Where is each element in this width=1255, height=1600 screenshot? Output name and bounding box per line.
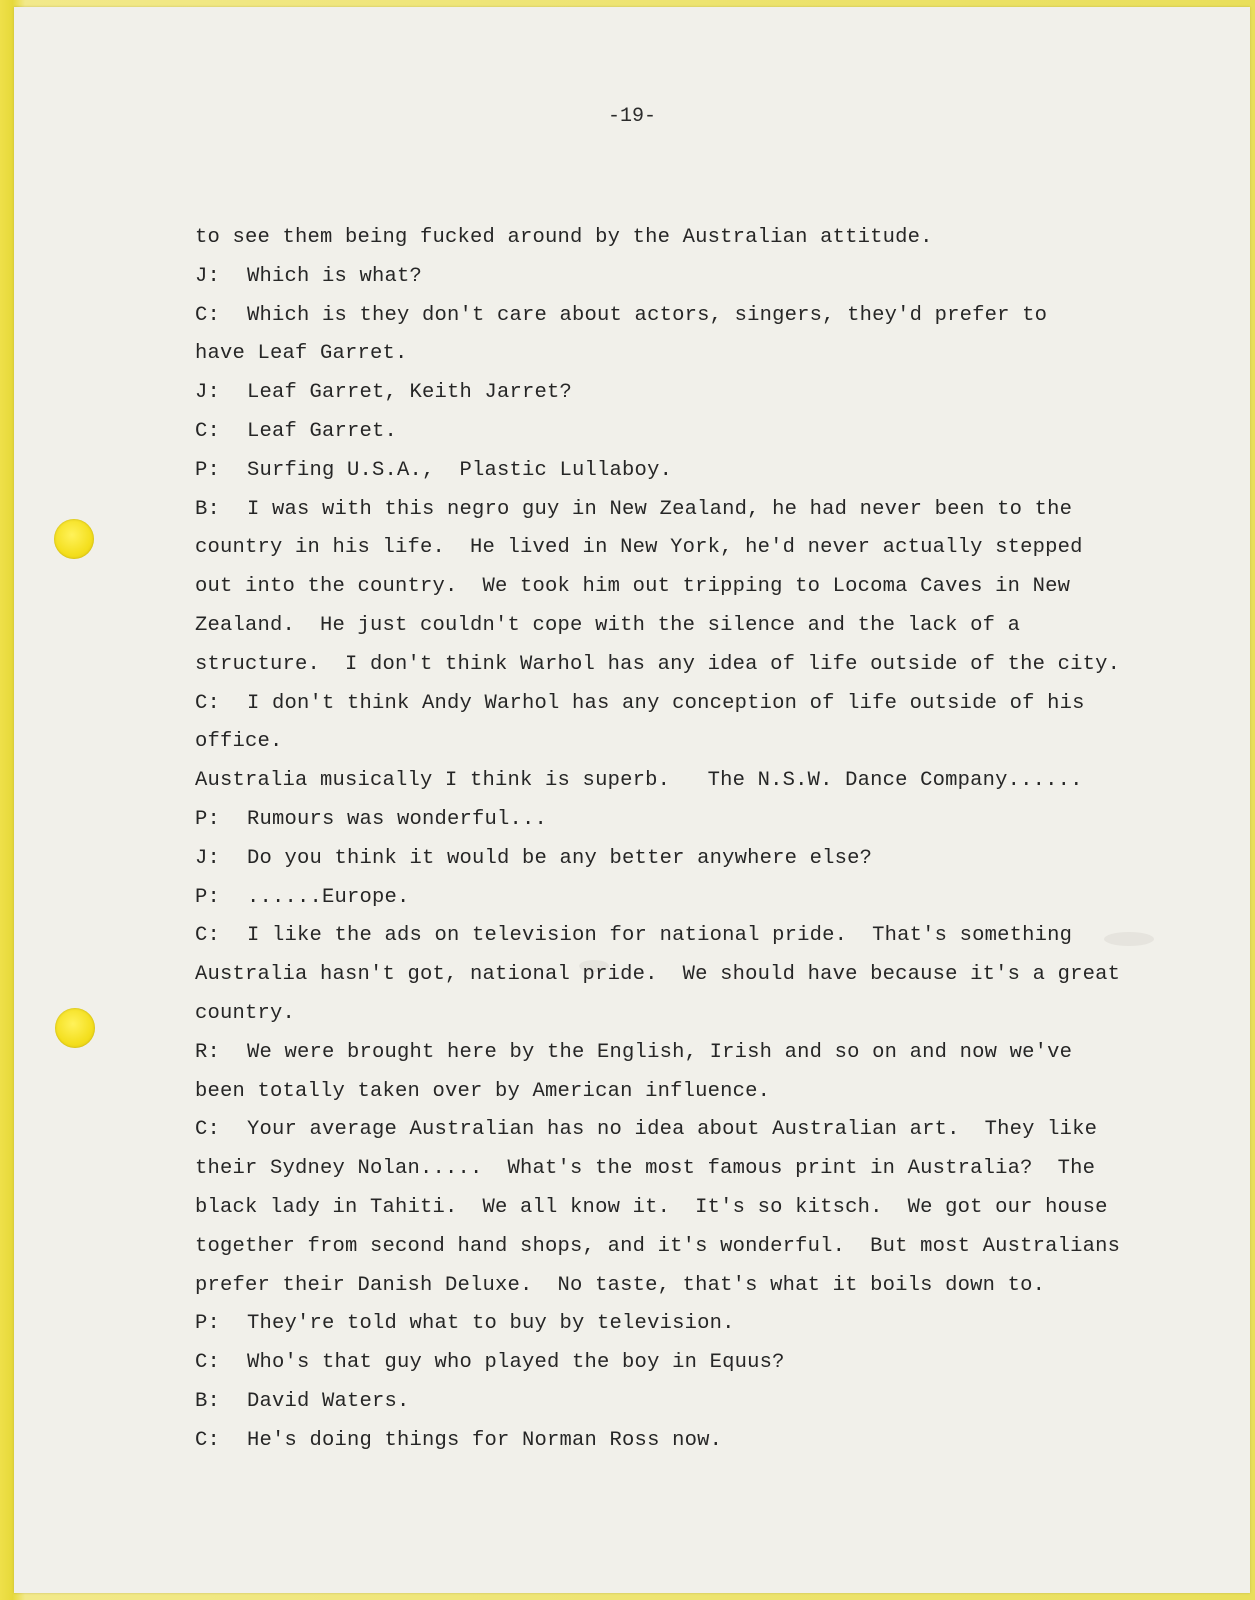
- line-text: Leaf Garret.: [247, 419, 398, 443]
- speaker-label: C:: [195, 1118, 221, 1142]
- line-text: black lady in Tahiti. We all know it. It's so kitsch. We got our house: [195, 1195, 1108, 1219]
- transcript-line: [195, 607, 1175, 646]
- speaker-label: R:: [195, 1040, 221, 1064]
- transcript-line: [195, 1344, 1175, 1383]
- line-text: Do you think it would be any better anywhere else?: [247, 846, 873, 870]
- transcript-line: [195, 1422, 1175, 1461]
- transcript-line: [195, 685, 1175, 724]
- line-text: been totally taken over by American influence.: [195, 1079, 771, 1103]
- transcript-line: [195, 568, 1175, 607]
- speaker-label: C:: [195, 691, 221, 715]
- transcript-line: [195, 1383, 1175, 1422]
- transcript-line: [195, 219, 1175, 258]
- line-text: country in his life. He lived in New York, he'd never actually stepped: [195, 536, 1083, 560]
- line-text: I don't think Andy Warhol has any conception of life outside of his: [247, 691, 1085, 715]
- transcript-line: [195, 1189, 1175, 1228]
- speaker-label: B:: [195, 497, 221, 521]
- line-text: ......Europe.: [247, 885, 410, 909]
- speaker-label: P:: [195, 807, 221, 831]
- speaker-label: P:: [195, 1312, 221, 1336]
- line-text: We were brought here by the English, Irish and so on and now we've: [247, 1040, 1073, 1064]
- page-number: -19-: [607, 105, 656, 128]
- transcript-line: [195, 995, 1175, 1034]
- line-text: He's doing things for Norman Ross now.: [247, 1428, 723, 1452]
- line-text: Which is what?: [247, 264, 423, 288]
- speaker-label: B:: [195, 1389, 221, 1413]
- line-text: David Waters.: [247, 1389, 410, 1413]
- transcript-line: [195, 723, 1175, 762]
- transcript-line: [195, 1228, 1175, 1267]
- speaker-label: C:: [195, 303, 221, 327]
- speaker-label: P:: [195, 458, 221, 482]
- punch-hole-upper: [54, 519, 94, 559]
- line-text: Surfing U.S.A., Plastic Lullaboy.: [247, 458, 673, 482]
- transcript-line: [195, 1150, 1175, 1189]
- transcript-line: [195, 452, 1175, 491]
- transcript-line: [195, 1034, 1175, 1073]
- speaker-label: J:: [195, 381, 221, 405]
- transcript-line: [195, 917, 1175, 956]
- line-text: together from second hand shops, and it's wonderful. But most Australians: [195, 1234, 1121, 1258]
- line-text: to see them being fucked around by the Australian attitude.: [195, 226, 933, 249]
- transcript-line: [195, 762, 1175, 801]
- line-text: out into the country. We took him out tripping to Locoma Caves in New: [195, 575, 1071, 599]
- transcript-line: [195, 529, 1175, 568]
- transcript-line: [195, 840, 1175, 879]
- transcript-line: [195, 335, 1175, 374]
- transcript-line: [195, 879, 1175, 918]
- transcript-line: [195, 258, 1175, 297]
- line-text: Leaf Garret, Keith Jarret?: [247, 381, 573, 405]
- transcript-line: [195, 413, 1175, 452]
- transcript-line: [195, 801, 1175, 840]
- line-text: prefer their Danish Deluxe. No taste, that's what it boils down to.: [195, 1273, 1046, 1297]
- transcript-line: [195, 1073, 1175, 1112]
- punch-hole-lower: [55, 1008, 95, 1048]
- speaker-label: C:: [195, 419, 221, 443]
- transcript-line: [195, 1267, 1175, 1306]
- speaker-label: C:: [195, 924, 221, 948]
- line-text: Zealand. He just couldn't cope with the silence and the lack of a: [195, 613, 1021, 637]
- transcript-line: [195, 646, 1175, 685]
- speaker-label: P:: [195, 885, 221, 909]
- line-text: Australia hasn't got, national pride. We should have because it's a great: [195, 963, 1121, 987]
- line-text: Who's that guy who played the boy in Equus?: [247, 1351, 785, 1375]
- transcript-line: [195, 297, 1175, 336]
- transcript-line: [195, 374, 1175, 413]
- line-text: structure. I don't think Warhol has any idea of life outside of the city.: [195, 652, 1121, 676]
- line-text: They're told what to buy by television.: [247, 1312, 735, 1336]
- line-text: have Leaf Garret.: [195, 342, 408, 366]
- speaker-label: C:: [195, 1351, 221, 1375]
- speaker-label: J:: [195, 846, 221, 870]
- line-text: their Sydney Nolan..... What's the most famous print in Australia? The: [195, 1157, 1096, 1181]
- transcript-line: [195, 956, 1175, 995]
- line-text: office.: [195, 730, 283, 754]
- speaker-label: C:: [195, 1428, 221, 1452]
- line-text: I like the ads on television for national pride. That's something: [247, 924, 1073, 948]
- transcript-body: [195, 219, 1175, 1461]
- transcript-line: [195, 1305, 1175, 1344]
- typed-page: [14, 7, 1250, 1593]
- line-text: country.: [195, 1001, 296, 1025]
- line-text: Which is they don't care about actors, singers, they'd prefer to: [247, 303, 1048, 327]
- line-text: I was with this negro guy in New Zealand, he had never been to the: [247, 497, 1073, 521]
- line-text: Your average Australian has no idea about Australian art. They like: [247, 1118, 1098, 1142]
- line-text: Australia musically I think is superb. The N.S.W. Dance Company......: [195, 769, 1083, 793]
- transcript-line: [195, 491, 1175, 530]
- speaker-label: J:: [195, 264, 221, 288]
- transcript-line: [195, 1111, 1175, 1150]
- line-text: Rumours was wonderful...: [247, 807, 548, 831]
